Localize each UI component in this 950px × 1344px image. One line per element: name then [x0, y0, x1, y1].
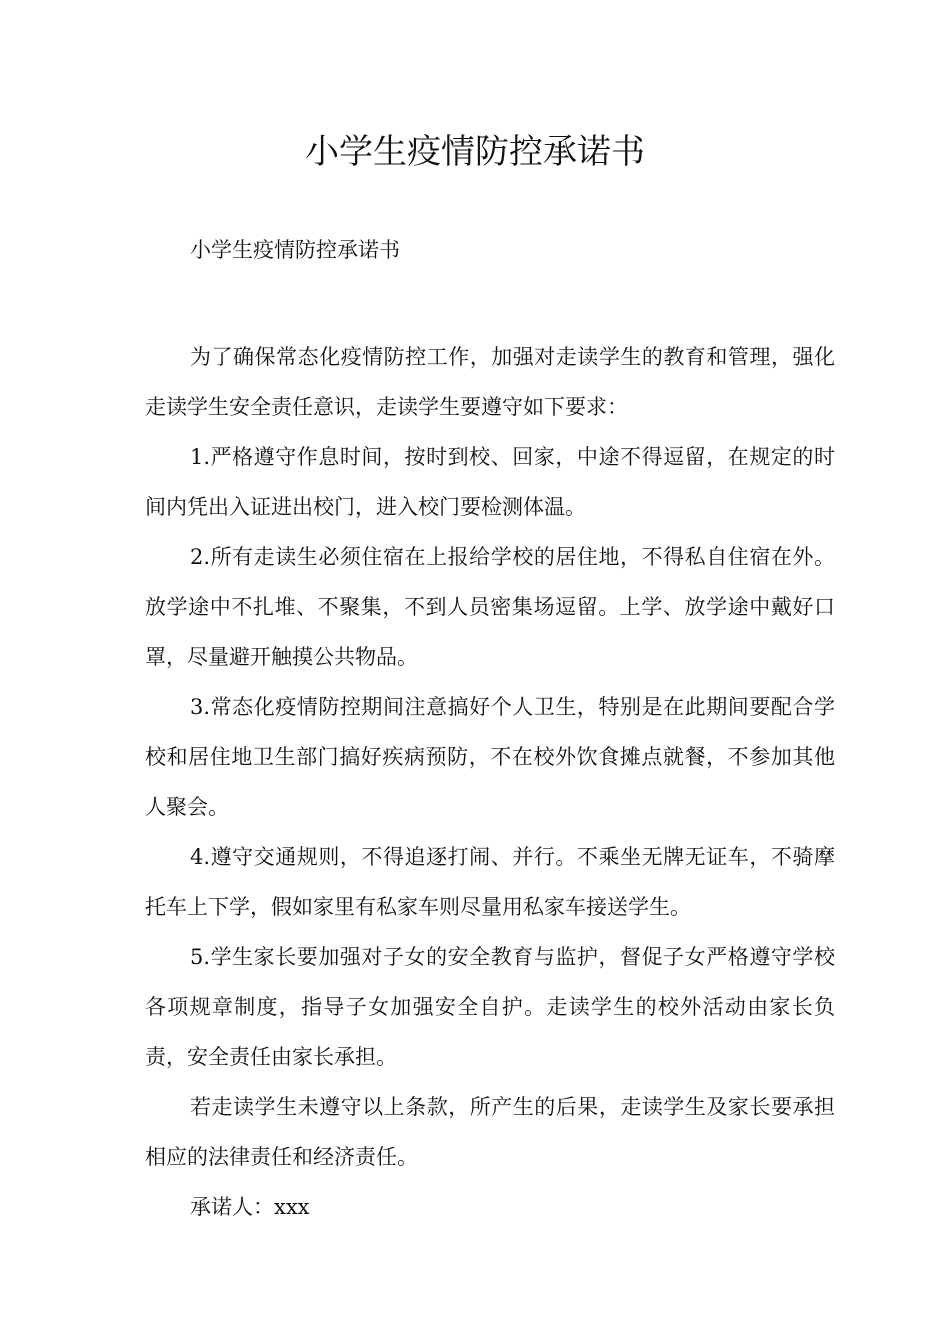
document-subtitle: 小学生疫情防控承诺书 [190, 238, 400, 262]
rule-paragraph-4: 4.遵守交通规则，不得追逐打闹、并行。不乘坐无牌无证车，不骑摩托车上下学，假如家里有私家车则尽量用私家车接送学生。 [145, 845, 835, 919]
rule-paragraph-3: 3.常态化疫情防控期间注意搞好个人卫生，特别是在此期间要配合学校和居住地卫生部门搞好疾病预防，不在校外饮食摊点就餐，不参加其他人聚会。 [145, 695, 835, 819]
closing-paragraph: 若走读学生未遵守以上条款，所产生的后果，走读学生及家长要承担相应的法律责任和经济责任。 [145, 1095, 835, 1169]
document-title: 小学生疫情防控承诺书 [305, 132, 645, 172]
document-body [145, 332, 835, 1232]
intro-paragraph: 为了确保常态化疫情防控工作，加强对走读学生的教育和管理，强化走读学生安全责任意识，走读学生要遵守如下要求： [145, 345, 835, 419]
rule-paragraph-1: 1.严格遵守作息时间，按时到校、回家，中途不得逗留，在规定的时间内凭出入证进出校门，进入校门要检测体温。 [145, 445, 835, 519]
signer-line: 承诺人：xxx [190, 1195, 310, 1219]
rule-paragraph-5: 5.学生家长要加强对子女的安全教育与监护，督促子女严格遵守学校各项规章制度，指导子女加强安全自护。走读学生的校外活动由家长负责，安全责任由家长承担。 [145, 945, 835, 1069]
rule-paragraph-2: 2.所有走读生必须住宿在上报给学校的居住地，不得私自住宿在外。放学途中不扎堆、不聚集，不到人员密集场逗留。上学、放学途中戴好口罩，尽量避开触摸公共物品。 [145, 545, 835, 669]
